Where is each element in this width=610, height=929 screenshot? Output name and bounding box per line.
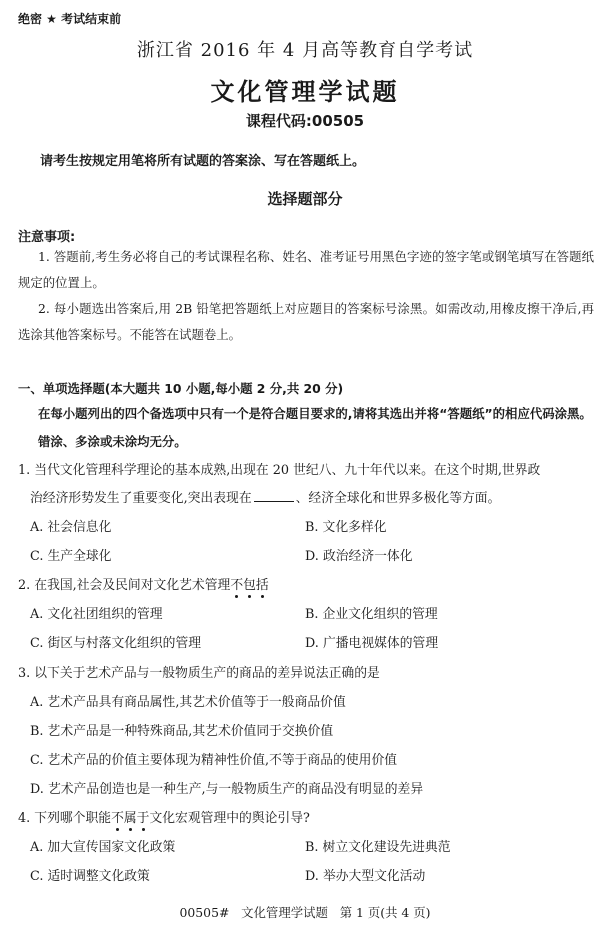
question-2-stem: 2. 在我国,社会及民间对文化艺术管理不包括: [18, 574, 269, 593]
answer-instruction: 请考生按规定用笔将所有试题的答案涂、写在答题纸上。: [40, 154, 366, 169]
note-item-1: 1. 答题前,考生务必将自己的考试课程名称、姓名、准考证号用黑色字迹的签字笔或钢笔填写在答题纸规定的位置上。: [18, 249, 594, 290]
answer-blank: [254, 489, 294, 502]
note-item-2: 2. 每小题选出答案后,用 2B 铅笔把答题纸上对应题目的答案标号涂黑。如需改动,用橡皮擦干净后,再选涂其他答案标号。不能答在试题卷上。: [18, 301, 594, 342]
question-4-option-a: A. 加大宣传国家文化政策: [30, 840, 176, 855]
question-3-option-a: A. 艺术产品具有商品属性,其艺术价值等于一般商品价值: [30, 695, 346, 710]
question-1-stem-line-1: 1. 当代文化管理科学理论的基本成熟,出现在 20 世纪八、九十年代以来。在这个时期,世界政: [18, 463, 541, 478]
emphasis-char: 属: [124, 807, 137, 826]
question-1-option-c: C. 生产全球化: [30, 549, 112, 564]
exam-title: 浙江省 2016 年 4 月高等教育自学考试: [136, 40, 474, 61]
question-2-option-d: D. 广播电视媒体的管理: [305, 636, 439, 651]
question-1-option-d: D. 政治经济一体化: [305, 549, 413, 564]
question-4-option-c: C. 适时调整文化政策: [30, 869, 150, 884]
notes-title: 注意事项:: [18, 230, 76, 245]
emphasis-char: 包: [243, 574, 256, 593]
paper-title: 文化管理学试题: [210, 78, 400, 106]
question-1-stem-line-2: 治经济形势发生了重要变化,突出表现在 、经济全球化和世界多极化等方面。: [30, 491, 501, 506]
emphasis-char: 不: [230, 574, 243, 593]
question-3-option-c: C. 艺术产品的价值主要体现为精神性价值,不等于商品的使用价值: [30, 753, 398, 768]
confidential-mark: 绝密 ★ 考试结束前: [18, 12, 122, 26]
question-3-option-b: B. 艺术产品是一种特殊商品,其艺术价值同于交换价值: [30, 724, 334, 739]
section-title: 选择题部分: [267, 190, 343, 208]
question-3-option-d: D. 艺术产品创造也是一种生产,与一般物质生产的商品没有明显的差异: [30, 782, 424, 797]
page-footer: 00505# 文化管理学试题 第 1 页(共 4 页): [179, 905, 431, 920]
emphasis-char: 不: [111, 807, 124, 826]
question-3-stem: 3. 以下关于艺术产品与一般物质生产的商品的差异说法正确的是: [18, 666, 380, 681]
emphasis-char: 于: [137, 807, 150, 826]
question-4-option-b: B. 树立文化建设先进典范: [305, 840, 451, 855]
question-4-stem: 4. 下列哪个职能不属于文化宏观管理中的舆论引导?: [18, 807, 310, 826]
part-description: 在每小题列出的四个备选项中只有一个是符合题目要求的,请将其选出并将“答题纸”的相应代码涂黑。错涂、多涂或未涂均无分。: [38, 406, 592, 449]
question-2-option-c: C. 街区与村落文化组织的管理: [30, 636, 202, 651]
question-2-option-a: A. 文化社团组织的管理: [30, 607, 163, 622]
question-1-option-a: A. 社会信息化: [30, 520, 112, 535]
question-1-option-b: B. 文化多样化: [305, 520, 387, 535]
part-title: 一、单项选择题(本大题共 10 小题,每小题 2 分,共 20 分): [18, 381, 344, 396]
emphasis-char: 括: [256, 574, 269, 593]
question-2-option-b: B. 企业文化组织的管理: [305, 607, 438, 622]
course-code: 课程代码:00505: [245, 112, 365, 130]
question-4-option-d: D. 举办大型文化活动: [305, 869, 426, 884]
